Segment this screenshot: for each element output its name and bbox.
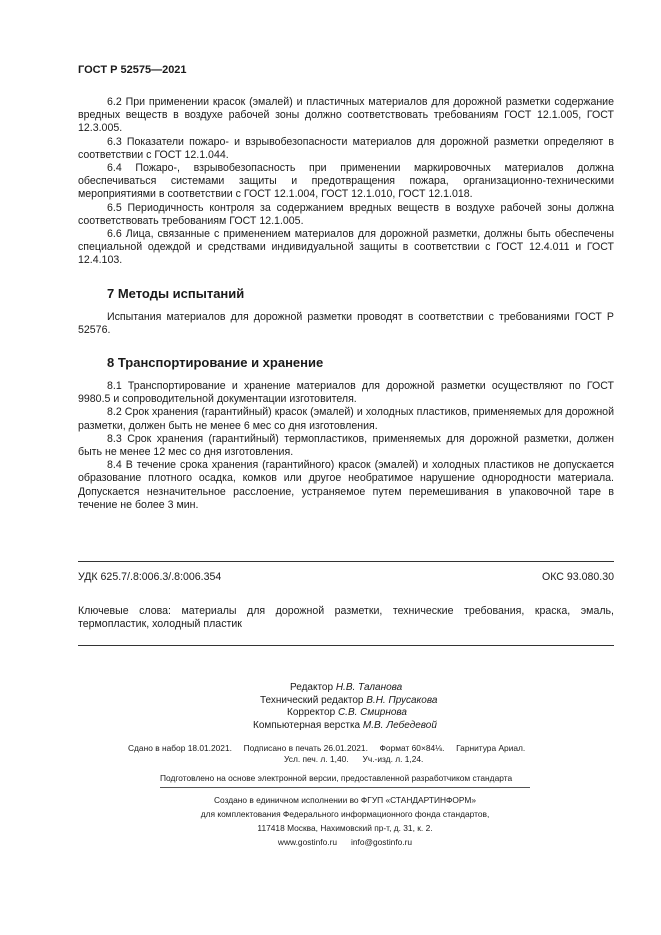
org-line-4: www.gostinfo.ru info@gostinfo.ru (277, 837, 413, 847)
keywords: Ключевые слова: материалы для дорожной разметки, технические требования, краска, эмаль, термопластик, холодный пластик (78, 605, 614, 631)
tech-editor-line (240, 695, 480, 708)
proofreader-line (240, 707, 480, 720)
divider-keywords (78, 645, 614, 646)
paragraph-6-6: 6.6 Лица, связанные с применением материалов для дорожной разметки, должны быть обеспечены специальной одеждой и средствами индивидуальной защиты в соответствии с ГОСТ 12.4.011 и ГОСТ 12.4.103. (78, 228, 614, 267)
layout-name: М.В. Лебедевой (362, 719, 437, 731)
section-8-title: 8 Транспортирование и хранение (107, 355, 324, 371)
oks-code: ОКС 93.080.30 (541, 571, 614, 583)
divider-bottom (160, 787, 530, 788)
publication-info (128, 743, 568, 765)
layout-label: Компьютерная верстка (253, 719, 361, 731)
main-content (78, 96, 614, 512)
paragraph-8-1: 8.1 Транспортирование и хранение материалов для дорожной разметки осуществляют по ГОСТ 9980.5 и сопроводительной документации изготовителя. (78, 380, 614, 406)
paragraph-8-4: 8.4 В течение срока хранения (гарантийного) красок (эмалей) и холодных пластиков не допускается образование плотного осадка, комков или другое необратимое нарушение однородности материала. Допускается незначительное расслоение, устраняемое путем перемешивания в упаковочной таре в течение не более 3 мин. (78, 459, 614, 511)
udc-code: УДК 625.7/.8:006.3/.8:006.354 (78, 571, 222, 583)
document-header: ГОСТ Р 52575—2021 (78, 64, 187, 76)
editor-line (240, 682, 480, 695)
paragraph-8-3: 8.3 Срок хранения (гарантийный) термопластиков, применяемых для дорожной разметки, должен быть не менее 12 мес со дня изготовления. (78, 432, 614, 459)
paragraph-7: Испытания материалов для дорожной разметки проводят в соответствии с требованиями ГОСТ Р 52576. (78, 310, 614, 336)
divider-top (78, 561, 614, 562)
layout-line (240, 720, 480, 733)
paragraph-6-3: 6.3 Показатели пожаро- и взрывобезопасности материалов для дорожной разметки определяют в соответствии с ГОСТ 12.1.044. (78, 135, 614, 161)
proofreader-label: Корректор (287, 707, 336, 718)
publication-line-1: Сдано в набор 18.01.2021. Подписано в печать 26.01.2021. Формат 60×84⅛. Гарнитура Ариал. (128, 743, 526, 753)
editor-label: Редактор (290, 682, 334, 693)
org-line-2: для комплектования Федерального информационного фонда стандартов, (200, 809, 490, 819)
section-7-title: 7 Методы испытаний (107, 285, 245, 301)
org-line-3: 117418 Москва, Нахимовский пр-т, д. 31, к. 2. (257, 823, 433, 833)
paragraph-6-5: 6.5 Периодичность контроля за содержанием вредных веществ в воздухе рабочей зоны должна соответствовать требованиям ГОСТ 12.1.005. (78, 201, 614, 227)
organization-info (160, 793, 530, 849)
editor-name: Н.В. Таланова (335, 682, 403, 693)
proofreader-name: С.В. Смирнова (337, 707, 407, 718)
prepared-note: Подготовлено на основе электронной версии, предоставленной разработчиком стандарта (160, 773, 513, 783)
tech-editor-name: В.Н. Прусакова (366, 694, 438, 706)
staff-credits (240, 682, 480, 732)
paragraph-6-4: 6.4 Пожаро-, взрывобезопасность при применении маркировочных материалов должна обеспечиваться системами защиты и предотвращения пожара, организационно-техническими мероприятиями в соответствии с ГОСТ 12.1.004, ГОСТ 12.1.010, ГОСТ 12.1.018. (78, 162, 614, 201)
tech-editor-label: Технический редактор (260, 694, 364, 706)
paragraph-6-2: 6.2 При применении красок (эмалей) и пластичных материалов для дорожной разметки содержание вредных веществ в воздухе рабочей зоны должно соответствовать требованиям ГОСТ 12.1.005, ГОСТ 12.3.005. (78, 96, 614, 135)
org-line-1: Создано в единичном исполнении во ФГУП «СТАНДАРТИНФОРМ» (213, 795, 477, 805)
publication-line-2: Усл. печ. л. 1,40. Уч.-изд. л. 1,24. (284, 754, 424, 764)
paragraph-8-2: 8.2 Срок хранения (гарантийный) красок (эмалей) и холодных пластиков, применяемых для дорожной разметки, должен быть не менее 6 мес со дня изготовления. (78, 406, 614, 432)
